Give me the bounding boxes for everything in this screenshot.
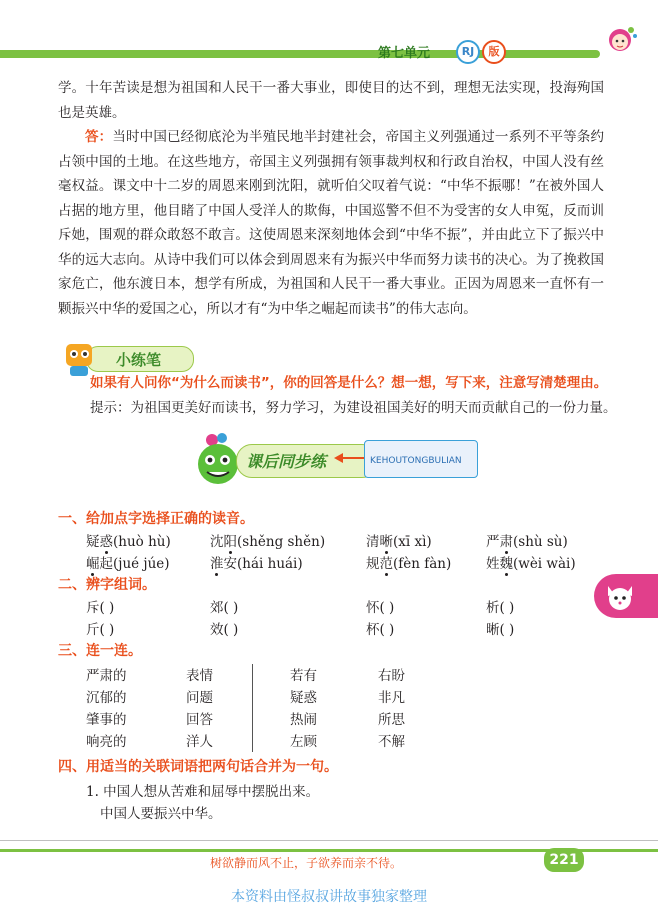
word-building-item: 斤( ) [86, 622, 115, 638]
pronunciation-item: 严肃(shù sù) [486, 534, 568, 550]
dotted-character: 肃 [499, 534, 513, 550]
match-item: 表情 [186, 668, 213, 684]
match-item: 问题 [186, 690, 213, 706]
page-number: 221 [544, 848, 584, 872]
sentence-2: 中国人要振兴中华。 [100, 806, 222, 822]
word-building-item: 杯( ) [366, 622, 395, 638]
dotted-character: 魏 [499, 556, 513, 572]
dotted-character: 惑 [99, 534, 113, 550]
match-item: 热闹 [290, 712, 317, 728]
dotted-character: 淮 [210, 556, 224, 572]
banner-pinyin: KEHOUTONGBULIAN [370, 456, 462, 466]
match-item: 左顾 [290, 734, 317, 750]
word-building-item: 析( ) [486, 600, 515, 616]
word-building-item: 郊( ) [210, 600, 239, 616]
match-item: 回答 [186, 712, 213, 728]
match-item: 非凡 [378, 690, 405, 706]
source-note: 本资料由怪叔叔讲故事独家整理 [231, 889, 427, 905]
pronunciation-item: 沈阳(shěng shěn) [210, 534, 326, 550]
match-item: 严肃的 [86, 668, 127, 684]
dotted-character: 范 [379, 556, 393, 572]
word-building-item: 效( ) [210, 622, 239, 638]
match-item: 响亮的 [86, 734, 127, 750]
practice-title: 小练笔 [116, 351, 162, 369]
pronunciation-item: 淮安(hái huái) [210, 556, 303, 572]
answer-text: 当时中国已经彻底沦为半殖民地半封建社会，帝国主义列强通过一系列不平等条约占领中国的土地。在这些地方，帝国主义列强拥有领事裁判权和行政自治权，中国人没有丝毫权益。课文中十二岁的周恩来刚到沈阳，就听伯父叹着气说：“中华不振哪！”在被外国人占据的地方里，他目睹了中国人受洋人的欺侮，中国巡警不但不为受害的女人申冤，反而训斥她，围观的群众敢怒不敢言。这使周恩来深刻地体会到“中华不振”，并由此立下了振兴中华的远大志向。从诗中我们可以体会到周恩来有为振兴中华而努力读书的决心。为了挽救国家危亡，他东渡日本，想学有所成，为祖国和人民干一番大事业。正因为周恩来一直怀有一颗振兴中华的爱国之心，所以才有“为中华之崛起而读书”的伟大志向。 [58, 129, 605, 317]
section-2-title: 二、辨字组词。 [58, 577, 156, 593]
arrow-icon [334, 450, 368, 466]
dotted-character: 晰 [379, 534, 393, 550]
section-4-title: 四、用适当的关联词语把两句话合并为一句。 [58, 759, 338, 775]
unit-label: 第七单元 [378, 46, 431, 61]
section-1-title: 一、给加点字选择正确的读音。 [58, 511, 254, 527]
pronunciation-item: 疑惑(huò hù) [86, 534, 171, 550]
practice-hint: 提示：为祖国更美好而读书，努力学习，为建设祖国美好的明天而贡献自己的一份力量。 [90, 400, 617, 416]
section-banner [190, 430, 480, 490]
mascot-girl-icon [600, 22, 640, 62]
match-item: 肇事的 [86, 712, 127, 728]
side-tab [594, 574, 658, 618]
answer-paragraph-continued: 学。十年苦读是想为祖国和人民干一番大事业，即使目的达不到，理想无法实现，投海殉国也是英雄。 [58, 80, 604, 121]
match-item: 疑惑 [290, 690, 317, 706]
fox-mascot-icon [602, 578, 638, 614]
footer-motto: 树欲静而风不止，子欲养而亲不待。 [210, 856, 403, 870]
footer-divider [0, 840, 658, 841]
match-item: 不解 [378, 734, 405, 750]
sentence-1: 1. 中国人想从苦难和屈辱中摆脱出来。 [86, 784, 320, 800]
match-item: 洋人 [186, 734, 213, 750]
pronunciation-item: 姓魏(wèi wài) [486, 556, 576, 572]
answer-label: 答： [85, 129, 113, 145]
practice-question: 如果有人问你“为什么而读书”，你的回答是什么？想一想，写下来，注意写清楚理由。 [90, 375, 608, 391]
word-building-item: 晰( ) [486, 622, 515, 638]
match-item: 若有 [290, 668, 317, 684]
match-item: 所思 [378, 712, 405, 728]
pronunciation-item: 清晰(xī xì) [366, 534, 432, 550]
pronunciation-item: 崛起(jué júe) [86, 556, 170, 572]
section-3-title: 三、连一连。 [58, 643, 142, 659]
word-building-item: 斥( ) [86, 600, 115, 616]
dotted-character: 崛 [86, 556, 100, 572]
rj-badge: RJ [456, 40, 480, 64]
answer-paragraph [58, 125, 604, 321]
edition-badge: 版 [482, 40, 506, 64]
banner-title: 课后同步练 [246, 452, 327, 471]
dotted-character: 阳 [223, 534, 237, 550]
header-bar [0, 50, 600, 58]
pronunciation-item: 规范(fèn fàn) [366, 556, 452, 572]
matching-divider [252, 664, 253, 752]
match-item: 右盼 [378, 668, 405, 684]
word-building-item: 怀( ) [366, 600, 395, 616]
match-item: 沉郁的 [86, 690, 127, 706]
